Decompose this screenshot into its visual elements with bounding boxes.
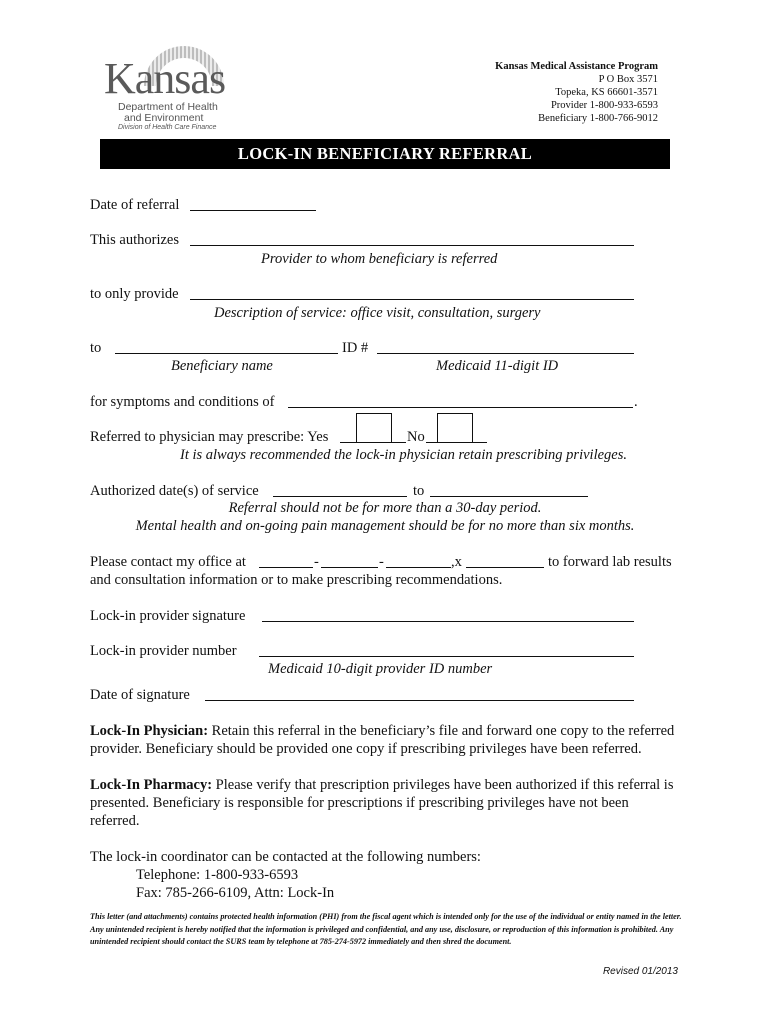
no-label: No xyxy=(407,429,425,445)
signature-field[interactable] xyxy=(262,621,634,622)
org-name: Kansas Medical Assistance Program xyxy=(495,61,658,72)
physician-label: Lock-In Physician: xyxy=(90,723,209,739)
date-of-signature-label: Date of signature xyxy=(90,687,190,703)
provider-hint: Provider to whom beneficiary is referred xyxy=(261,251,498,267)
po-box: P O Box 3571 xyxy=(598,74,658,85)
dash-1: - xyxy=(314,554,319,570)
city-line: Topeka, KS 66601-3571 xyxy=(555,87,658,98)
kdhe-logo xyxy=(98,44,248,134)
end-date-field[interactable] xyxy=(430,496,588,497)
to-label: to xyxy=(90,340,102,356)
coordinator-block xyxy=(90,848,680,902)
period-hint-2: Mental health and on-going pain management should be for no more than six months. xyxy=(135,518,635,534)
period-hint-1: Referral should not be for more than a 30-day period. xyxy=(228,500,542,516)
pharmacy-label: Lock-In Pharmacy: xyxy=(90,777,213,793)
line-number-field[interactable] xyxy=(386,567,451,568)
coordinator-telephone: Telephone: 1-800-933-6593 xyxy=(136,867,299,883)
logo-word: Kansas xyxy=(104,54,226,103)
beneficiary-name-hint: Beneficiary name xyxy=(171,358,273,374)
provider-number-field[interactable] xyxy=(259,656,634,657)
medicaid-id-hint: Medicaid 11-digit ID xyxy=(436,358,559,374)
pharmacy-text: Please verify that prescription privileges have been authorized if this referral is presented. Beneficiary is responsible for prescriptions if prescribing privileges have not been referred. xyxy=(90,777,674,829)
header-address xyxy=(495,60,658,125)
symptoms-label: for symptoms and conditions of xyxy=(90,394,275,410)
contact-post: to forward lab results xyxy=(548,554,672,570)
service-hint: Description of service: office visit, consultation, surgery xyxy=(214,305,541,321)
prescribe-label: Referred to physician may prescribe: Yes xyxy=(90,429,329,445)
physician-text: Retain this referral in the beneficiary’s file and forward one copy to the referred provider. Beneficiary should be provided one copy if prescribing privileges have been referred. xyxy=(90,723,675,757)
medicaid-id-field[interactable] xyxy=(377,353,634,354)
date-of-referral-field[interactable] xyxy=(190,210,316,211)
to-word: to xyxy=(413,483,425,499)
symptoms-field[interactable] xyxy=(288,407,633,408)
revised-date: Revised 01/2013 xyxy=(602,966,678,977)
logo-division: Division of Health Care Finance xyxy=(118,124,217,131)
provider-number-hint: Medicaid 10-digit provider ID number xyxy=(268,661,493,677)
beneficiary-phone: Beneficiary 1-800-766-9012 xyxy=(538,113,658,124)
physician-instructions xyxy=(90,722,680,758)
id-label: ID # xyxy=(342,340,369,356)
extension-field[interactable] xyxy=(466,567,544,568)
signature-label: Lock-in provider signature xyxy=(90,608,246,624)
area-code-field[interactable] xyxy=(259,567,313,568)
prescribe-hint: It is always recommended the lock-in physician retain prescribing privileges. xyxy=(180,447,627,463)
coordinator-fax: Fax: 785-266-6109, Attn: Lock-In xyxy=(136,885,335,901)
form-title: LOCK-IN BENEFICIARY REFERRAL xyxy=(100,139,670,169)
contact-label: Please contact my office at xyxy=(90,554,246,570)
dash-2: - xyxy=(379,554,384,570)
beneficiary-name-field[interactable] xyxy=(115,353,338,354)
service-field[interactable] xyxy=(190,299,634,300)
yes-checkbox[interactable] xyxy=(356,413,392,443)
provider-phone: Provider 1-800-933-6593 xyxy=(550,100,658,111)
start-date-field[interactable] xyxy=(273,496,407,497)
this-authorizes-label: This authorizes xyxy=(90,232,179,248)
no-checkbox[interactable] xyxy=(437,413,473,443)
date-of-signature-field[interactable] xyxy=(205,700,634,701)
prefix-field[interactable] xyxy=(321,567,378,568)
logo-department: Department of Health and Environment xyxy=(118,101,218,124)
extension-prefix: ,x xyxy=(451,554,462,570)
date-of-referral-label: Date of referral xyxy=(90,197,180,213)
authorized-dates-label: Authorized date(s) of service xyxy=(90,483,259,499)
pharmacy-instructions xyxy=(90,776,680,830)
provider-field[interactable] xyxy=(190,245,634,246)
contact-line-2: and consultation information or to make prescribing recommendations. xyxy=(90,572,503,588)
provider-number-label: Lock-in provider number xyxy=(90,643,237,659)
to-only-provide-label: to only provide xyxy=(90,286,179,302)
coordinator-intro: The lock-in coordinator can be contacted at the following numbers: xyxy=(90,849,481,865)
symptoms-period: . xyxy=(634,394,638,410)
phi-disclaimer: This letter (and attachments) contains protected health information (PHI) from the fiscal agent which is intended only for the use of the individual or entity named in the letter. Any unintended recipient is hereby notified that the information is privileged and confidential, and any use, disclosure, or reproduction of this information is prohibited. Any unintended recipient should contact the SURS team by telephone at 785-274-5972 immediately and then shred the document. xyxy=(90,912,682,946)
